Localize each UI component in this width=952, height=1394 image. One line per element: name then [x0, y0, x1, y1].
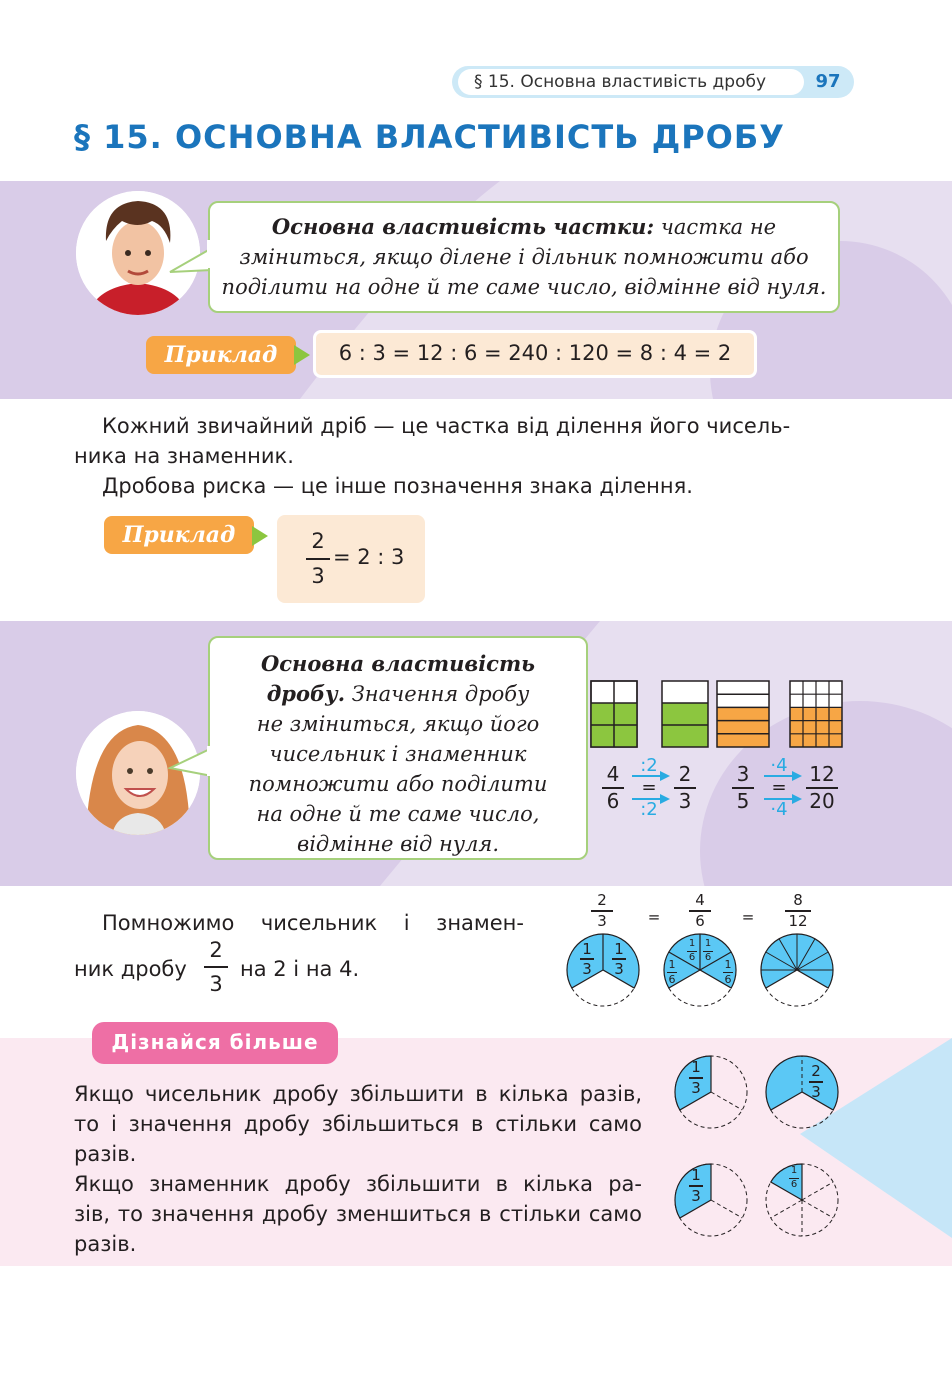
multiply-line-2-before: ник дробу: [74, 957, 187, 981]
rule-fraction-line-2: Значення дробу: [351, 682, 530, 706]
example-2-denominator: 3: [311, 564, 325, 588]
c1-piece-a-num: 1: [582, 940, 592, 958]
rule-quotient-bold: Основна властивість частки:: [271, 214, 655, 239]
op2-op-bottom: ·4: [770, 799, 788, 820]
rule-fraction-line-3: не зміниться, якщо його: [256, 712, 540, 736]
fraction-grids: [590, 680, 846, 750]
multiply-frac-bar: [204, 966, 228, 968]
c2-label-3-num: 1: [668, 958, 676, 971]
op1-right-denominator: 3: [678, 789, 692, 813]
c1-piece-a-den: 3: [582, 960, 592, 978]
op1-op-bottom: :2: [640, 799, 658, 820]
rule-quotient-body: частка не зміниться, якщо ділене і дільник помножити або поділити на одне й те саме число, відмінне від нуля.: [221, 215, 827, 299]
rule-fraction-line-5: помножити або поділити: [248, 772, 548, 796]
lm-c4-num: 1: [790, 1165, 798, 1176]
circle-one-sixth: [766, 1164, 838, 1236]
op2-left-numerator: 3: [736, 762, 750, 786]
op1-op-top: :2: [640, 755, 658, 776]
op1-left-denominator: 6: [606, 789, 620, 813]
rule-quotient-text: [214, 212, 834, 302]
op2-equals: =: [771, 777, 787, 798]
c2-label-4-den: 6: [724, 973, 732, 986]
learn-more-p2-line-1: Якщо знаменник дробу збільшити в кілька ра-: [74, 1172, 642, 1196]
multiply-line-1: Помножимо чисельник і знамен-: [102, 911, 524, 935]
learn-more-p1-line-2: то і значення дробу збільшиться в стільки само: [74, 1112, 642, 1136]
paragraph-2: Дробова риска — це інше позначення знака ділення.: [102, 474, 693, 498]
rule-fraction-bold-2: дробу.: [266, 681, 346, 706]
learn-more-p1-line-1: Якщо чисельник дробу збільшити в кілька разів,: [74, 1082, 642, 1106]
circle-one-third-a: [675, 1056, 747, 1128]
c2-label-1-den: 6: [688, 952, 696, 963]
op2-right-denominator: 20: [809, 789, 835, 813]
running-title: § 15. Основна властивість дробу: [458, 69, 804, 95]
c2-label-2-num: 1: [704, 938, 712, 949]
op2-arrows: [762, 770, 806, 806]
example-2-fraction-bar: [306, 558, 330, 560]
bubble-tail-cover: [207, 746, 213, 776]
grid-3-5: [717, 681, 769, 747]
circle1-frac-num: 2: [597, 891, 607, 909]
multiply-frac-denominator: 3: [209, 972, 223, 996]
paragraph-1-line-1: Кожний звичайний дріб — це частка від ділення його чисель-: [102, 414, 791, 438]
example-label-1: Приклад: [146, 336, 296, 374]
c1-piece-b-den: 3: [614, 960, 624, 978]
learn-more-p1-line-3: разів.: [74, 1142, 137, 1166]
lm-c1-num: 1: [691, 1058, 701, 1076]
circle-8-12: [761, 934, 833, 1006]
example-box-1: [313, 330, 757, 378]
rule-fraction-line-6: на одне й те саме число,: [256, 802, 540, 826]
op2-left-denominator: 5: [736, 789, 750, 813]
circle2-frac-num: 4: [695, 891, 705, 909]
lm-c4-den: 6: [790, 1179, 798, 1190]
multiply-line-2-after: на 2 і на 4.: [240, 957, 360, 981]
op1-equals: =: [641, 777, 657, 798]
circle3-frac-den: 12: [788, 912, 808, 930]
circle1-frac-den: 3: [597, 912, 607, 930]
example-equation-1: 6 : 3 = 12 : 6 = 240 : 120 = 8 : 4 = 2: [338, 341, 732, 365]
circle-eq-2: =: [741, 908, 755, 926]
circle-eq-1: =: [647, 908, 661, 926]
example-arrow-1: [294, 345, 310, 365]
op1-right-numerator: 2: [678, 762, 692, 786]
c2-label-2-den: 6: [704, 952, 712, 963]
lm-c3-den: 3: [691, 1187, 701, 1205]
op1-arrows: [630, 770, 674, 806]
grid-2-3: [662, 681, 708, 747]
lm-c3-num: 1: [691, 1166, 701, 1184]
lm-c2-den: 3: [811, 1083, 821, 1101]
op2-right-numerator: 12: [809, 762, 835, 786]
circle3-frac-num: 8: [793, 891, 803, 909]
op1-left-numerator: 4: [606, 762, 620, 786]
example-label-2: Приклад: [104, 516, 254, 554]
c1-piece-b-num: 1: [614, 940, 624, 958]
c2-label-4-num: 1: [724, 958, 732, 971]
c2-label-1-num: 1: [688, 938, 696, 949]
circle-one-third-b: [675, 1164, 747, 1236]
rule-fraction-line-4: чисельник і знаменник: [269, 742, 527, 766]
page-number: 97: [815, 71, 841, 92]
rule-fraction-line-7: відмінне від нуля.: [296, 832, 500, 856]
learn-more-p2-line-2: зів, то значення дробу зменшиться в стільки само: [74, 1202, 642, 1226]
grid-4-6: [591, 681, 637, 747]
example-2-rhs: = 2 : 3: [333, 545, 405, 569]
circle2-frac-den: 6: [695, 912, 705, 930]
page-title: § 15. ОСНОВНА ВЛАСТИВІСТЬ ДРОБУ: [74, 118, 785, 156]
grid-12-20: [790, 681, 842, 747]
lm-c1-den: 3: [691, 1079, 701, 1097]
rule-fraction-bold-1: Основна властивість: [260, 651, 536, 676]
multiply-frac-numerator: 2: [209, 938, 223, 962]
learn-more-p2-line-3: разів.: [74, 1232, 137, 1256]
lm-c2-num: 2: [811, 1062, 821, 1080]
c2-label-3-den: 6: [668, 973, 676, 986]
circle-two-thirds: [766, 1056, 838, 1128]
learn-more-label: Дізнайся більше: [92, 1022, 338, 1064]
rule-fraction-text: [214, 649, 582, 859]
bubble-tail-cover: [207, 240, 213, 268]
example-arrow-2: [252, 526, 268, 546]
op2-op-top: ·4: [770, 755, 788, 776]
paragraph-1-line-2: ника на знаменник.: [74, 444, 294, 468]
example-2-numerator: 2: [311, 529, 325, 553]
